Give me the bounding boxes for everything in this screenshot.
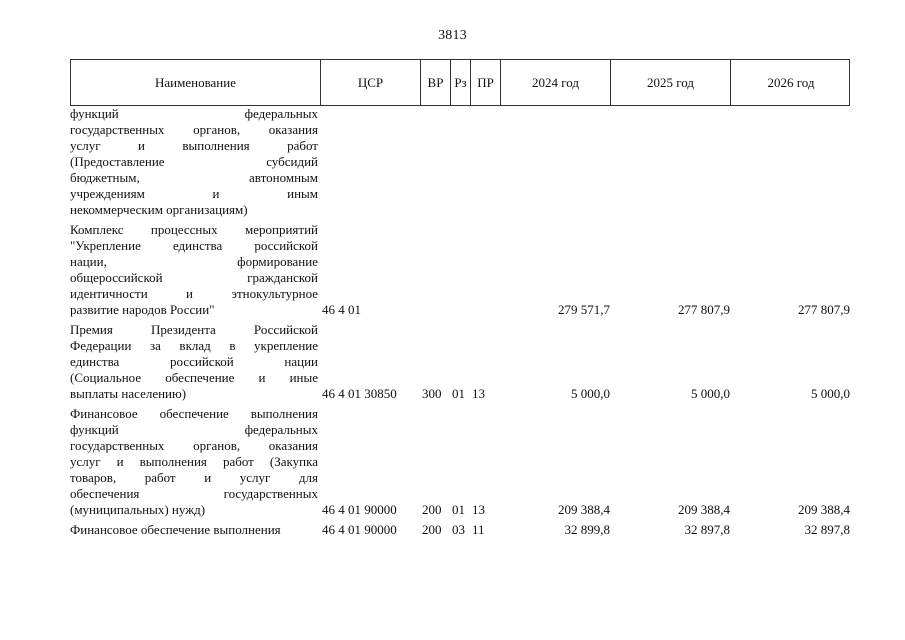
row-name bbox=[70, 322, 320, 402]
row-name-line: Финансовое обеспечение выполнения bbox=[70, 522, 281, 537]
row-name-line: учреждениям и иным bbox=[70, 186, 318, 201]
row-name-line: единства российской нации bbox=[70, 354, 318, 369]
row-2026: 5 000,0 bbox=[811, 386, 850, 401]
row-name-line: бюджетным, автономным bbox=[70, 170, 318, 185]
row-2024: 5 000,0 bbox=[571, 386, 610, 401]
header-2024: 2024 год bbox=[501, 60, 611, 105]
row-name bbox=[70, 406, 320, 518]
row-name-line: выплаты населению) bbox=[70, 386, 187, 401]
budget-table bbox=[70, 59, 850, 538]
row-pr: 11 bbox=[472, 522, 485, 537]
table-row bbox=[70, 322, 850, 402]
row-2025: 32 897,8 bbox=[684, 522, 730, 537]
table-body bbox=[70, 106, 850, 538]
header-name: Наименование bbox=[71, 60, 321, 105]
row-csr: 46 4 01 bbox=[322, 302, 361, 317]
row-vr: 200 bbox=[422, 502, 442, 517]
row-name bbox=[70, 222, 320, 318]
row-2024: 209 388,4 bbox=[558, 502, 610, 517]
row-name-line: развитие народов России" bbox=[70, 302, 215, 317]
row-vr: 300 bbox=[422, 386, 442, 401]
header-vr: ВР bbox=[421, 60, 451, 105]
row-pr: 13 bbox=[472, 386, 485, 401]
row-name-line: услуг и выполнения работ (Закупка bbox=[70, 454, 318, 469]
row-name-line: обеспечения государственных bbox=[70, 486, 318, 501]
row-csr: 46 4 01 90000 bbox=[322, 522, 397, 537]
row-name-line: идентичности и этнокультурное bbox=[70, 286, 318, 301]
row-2025: 209 388,4 bbox=[678, 502, 730, 517]
row-name-line: Финансовое обеспечение выполнения bbox=[70, 406, 318, 421]
row-name-line: Премия Президента Российской bbox=[70, 322, 318, 337]
row-csr: 46 4 01 90000 bbox=[322, 502, 397, 517]
row-name-line: товаров, работ и услуг для bbox=[70, 470, 318, 485]
row-name-line: нации, формирование bbox=[70, 254, 318, 269]
row-name-line: общероссийской гражданской bbox=[70, 270, 318, 285]
row-name-line: "Укрепление единства российской bbox=[70, 238, 318, 253]
header-rz: Рз bbox=[451, 60, 471, 105]
row-name-line: услуг и выполнения работ bbox=[70, 138, 318, 153]
table-row bbox=[70, 522, 850, 538]
table-row bbox=[70, 106, 850, 218]
header-csr: ЦСР bbox=[321, 60, 421, 105]
page-number: 3813 bbox=[438, 28, 467, 43]
row-2024: 32 899,8 bbox=[564, 522, 610, 537]
row-2026: 209 388,4 bbox=[798, 502, 850, 517]
table-row bbox=[70, 222, 850, 318]
row-rz: 01 bbox=[452, 502, 465, 517]
row-2025: 5 000,0 bbox=[691, 386, 730, 401]
row-vr: 200 bbox=[422, 522, 442, 537]
row-name bbox=[70, 106, 320, 218]
row-2026: 32 897,8 bbox=[804, 522, 850, 537]
row-name-line: (Предоставление субсидий bbox=[70, 154, 318, 169]
row-name-line: Федерации за вклад в укрепление bbox=[70, 338, 318, 353]
row-name bbox=[70, 522, 320, 538]
row-pr: 13 bbox=[472, 502, 485, 517]
row-name-line: Комплекс процессных мероприятий bbox=[70, 222, 318, 237]
row-name-line: (Социальное обеспечение и иные bbox=[70, 370, 318, 385]
row-name-line: государственных органов, оказания bbox=[70, 122, 318, 137]
row-name-line: (муниципальных) нужд) bbox=[70, 502, 206, 517]
header-2025: 2025 год bbox=[611, 60, 731, 105]
header-pr: ПР bbox=[471, 60, 501, 105]
row-name-line: функций федеральных bbox=[70, 106, 318, 121]
table-row bbox=[70, 406, 850, 518]
row-rz: 03 bbox=[452, 522, 465, 537]
row-2026: 277 807,9 bbox=[798, 302, 850, 317]
row-csr: 46 4 01 30850 bbox=[322, 386, 397, 401]
table-header bbox=[70, 59, 850, 106]
row-2024: 279 571,7 bbox=[558, 302, 610, 317]
row-name-line: функций федеральных bbox=[70, 422, 318, 437]
row-name-line: государственных органов, оказания bbox=[70, 438, 318, 453]
row-name-line: некоммерческим организациям) bbox=[70, 202, 248, 217]
row-2025: 277 807,9 bbox=[678, 302, 730, 317]
header-2026: 2026 год bbox=[767, 74, 815, 90]
row-rz: 01 bbox=[452, 386, 465, 401]
